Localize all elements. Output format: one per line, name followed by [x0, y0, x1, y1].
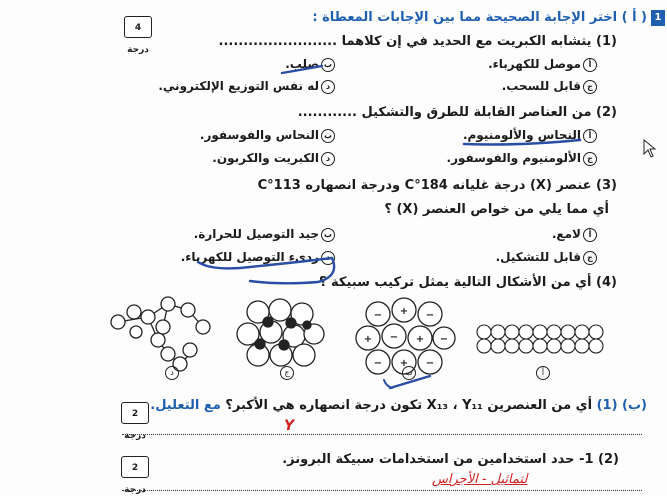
q1-option-c-text: قابل للسحب.: [501, 79, 581, 93]
q2-option-c-text: الألومنيوم والفوسفور.: [446, 151, 581, 165]
answer-line-2: [122, 490, 642, 491]
q3-option-d: [181, 250, 335, 265]
part-b-q2-answer: لتماثيل - الأجراس: [432, 472, 528, 487]
svg-text:−: −: [425, 358, 435, 369]
q1-option-d: [158, 79, 335, 94]
q1-option-a: [488, 57, 597, 72]
q1-stem: [219, 34, 617, 49]
q3-text: عنصر (X) درجة غليانه 184°C ودرجة انصهاره 113°C: [257, 178, 592, 193]
q3-number: (3): [596, 178, 617, 193]
part-b-q2-text: حدد استخدامين من استخدامات سبيكة البرونز.: [282, 452, 575, 467]
q1-option-d-letter: د: [321, 80, 335, 94]
q1-option-b-letter: ب: [321, 58, 335, 72]
svg-text:−: −: [439, 334, 449, 345]
q3-stem: [258, 178, 617, 193]
q1-option-c: [502, 79, 597, 94]
q3-option-b-text: جيد التوصيل للحرارة.: [193, 227, 319, 241]
q2-option-b: [200, 128, 335, 143]
q2-option-b-text: النحاس والفوسفور.: [199, 128, 319, 142]
svg-text:−: −: [425, 310, 435, 321]
q3-option-b-letter: ب: [321, 228, 335, 242]
q3-option-c: [496, 250, 597, 265]
q2-text: من العناصر القابلة للطرق والتشكيل ............: [297, 105, 592, 120]
q1-option-a-text: موصل للكهرباء.: [488, 57, 581, 71]
q2-option-b-letter: ب: [321, 129, 335, 143]
q2-option-a-text: النحاس والألومنيوم.: [462, 128, 581, 142]
q3-stem-2: أي مما يلي من خواص العنصر (X) ؟: [384, 202, 609, 217]
q4-number: (4): [596, 275, 617, 290]
part-b-q2-number: (2): [598, 452, 619, 467]
q2-option-d-letter: د: [321, 152, 335, 166]
q2-option-a: [463, 128, 597, 143]
part-b-q2-prefix: 1-: [579, 452, 594, 467]
svg-text:+: +: [399, 358, 409, 369]
svg-text:+: +: [415, 334, 425, 345]
answer-line-1: [122, 434, 642, 435]
part-b-q1-answer: Y: [284, 418, 295, 434]
svg-text:−: −: [373, 310, 383, 321]
section-marker: 1: [651, 10, 665, 26]
q3-option-b: [194, 227, 335, 242]
shape-c-label: ج: [280, 366, 294, 380]
q2-option-c-letter: ج: [583, 152, 597, 166]
part-b-q1-number: (1): [596, 398, 618, 413]
svg-text:−: −: [373, 358, 383, 369]
part-b-label: (ب): [622, 398, 647, 413]
q2-number: (2): [596, 105, 617, 120]
q1-number: (1): [596, 34, 617, 49]
q3-option-a: [552, 227, 597, 242]
q4-stem: [319, 275, 617, 290]
q3-option-c-letter: ج: [583, 251, 597, 265]
shape-a-lattice: [477, 325, 603, 353]
shape-a-label: أ: [536, 366, 550, 380]
shape-d-label: د: [165, 366, 179, 380]
q3-option-a-text: لامع.: [551, 227, 581, 241]
shape-c-mixed: [237, 299, 324, 366]
q2-option-d: [212, 151, 335, 166]
mouse-cursor-icon: [643, 139, 657, 159]
q1-option-b-text: صلب.: [285, 57, 319, 71]
q3-option-a-letter: أ: [583, 228, 597, 242]
shape-b-label: ب: [402, 366, 416, 380]
part-b-q2: [282, 452, 619, 467]
q3-option-d-letter: د: [321, 251, 335, 265]
score-box-b2: 2 درجة: [121, 456, 149, 478]
q2-stem: [298, 105, 617, 120]
q3-option-d-text: ردىء التوصيل للكهرباء.: [180, 250, 319, 264]
svg-text:+: +: [399, 306, 409, 317]
section-instruction: ( أ ) اختر الإجابة الصحيحة مما بين الإجابات المعطاة :: [312, 10, 647, 25]
shape-b-ions: [356, 298, 455, 374]
score-box-b1: 2 درجة: [121, 402, 149, 424]
q1-option-b: [285, 57, 335, 72]
part-b-q1-text: أي من العنصرين X₁₃ ، Y₁₁ تكون درجة انصهاره هي الأكبر؟: [225, 398, 593, 413]
q1-option-d-text: له نفس التوزيع الإلكتروني.: [158, 79, 319, 93]
part-b-q1: [150, 398, 647, 413]
part-b-q1-tail: مع التعليل.: [150, 398, 221, 413]
q1-text: يتشابه الكبريت مع الحديد في إن كلاهما ........................: [218, 34, 592, 49]
svg-text:+: +: [363, 334, 373, 345]
q4-text: أي من الأشكال التالية يمثل تركيب سبيكة ؟: [318, 275, 592, 290]
q2-option-c: [447, 151, 597, 166]
q3-option-c-text: قابل للتشكيل.: [495, 250, 581, 264]
structure-shapes: [108, 292, 608, 384]
q1-option-a-letter: أ: [583, 58, 597, 72]
q2-option-d-text: الكبريت والكربون.: [212, 151, 319, 165]
q1-option-c-letter: ج: [583, 80, 597, 94]
shape-d-molecule: [111, 297, 210, 371]
score-box-a: 4 درجة: [124, 16, 152, 38]
svg-text:−: −: [389, 332, 399, 343]
q2-option-a-letter: أ: [583, 129, 597, 143]
